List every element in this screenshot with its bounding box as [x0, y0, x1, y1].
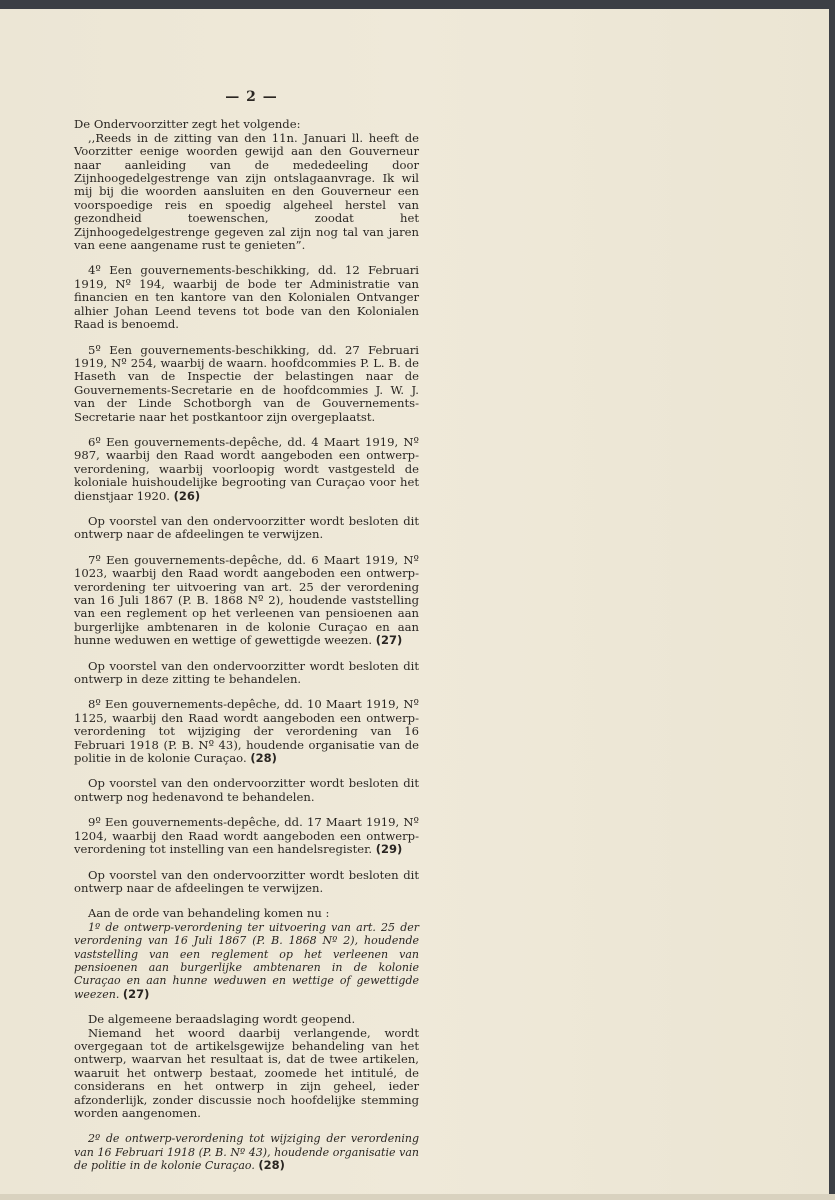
paragraph: ,,Reeds in de zitting van den 11n. Januari ll. heeft de Voorzitter eenige woorden gewijd aan den Gouverneur naar aanleiding van de mededeeling door Zijnhoogedelgestrenge van zijn ontslagaanvrage. Ik wil mij bij die woorden aansluiten en den Gouverneur een voorspoedige reis en spoedig algeheel herstel van gezondheid toewenschen, zoodat het Zijnhoogedelgestrenge gegeven zal zijn nog tal van jaren van eene aangename rust te genieten”. — [74, 130, 419, 253]
reference-number: (29) — [375, 842, 403, 857]
paragraph: 8º Een gouvernements-depêche, dd. 10 Maart 1919, Nº 1125, waarbij den Raad wordt aangeboden een ontwerp-verordening tot wijziging der verordening van 16 Februari 1918 (P. B. Nº 43), houdende organisatie van de politie in de kolonie Curaçao. (28) — [74, 697, 419, 766]
paragraph: 4º Een gouvernements-beschikking, dd. 12 Februari 1919, Nº 194, waarbij de bode ter Administratie van financien en ten kantore van den Kolonialen Ontvanger alhier Johan Leend tevens tot bode van den Kolonialen Raad is benoemd. — [74, 263, 419, 332]
paragraph: Op voorstel van den ondervoorzitter wordt besloten dit ontwerp nog hedenavond te behandelen. — [74, 776, 419, 804]
text-column — [74, 91, 419, 1173]
reference-number: (26) — [173, 488, 201, 503]
paragraph: Op voorstel van den ondervoorzitter wordt besloten dit ontwerp naar de afdeelingen te verwijzen. — [74, 867, 419, 895]
document-page — [0, 9, 829, 1194]
agenda-item: 1º de ontwerp-verordening ter uitvoering van art. 25 der verordening van 16 Juli 1867 (P. B. 1868 Nº 2), houdende vaststelling van een reglement op het verleenen van pensioenen aan burgerlijke ambtenaren in de kolonie Curaçao en aan hunne weduwen en wettige of gewettigde weezen. (27) — [74, 920, 419, 1001]
scan-top-border — [0, 0, 835, 9]
paragraph: 6º Een gouvernements-depêche, dd. 4 Maart 1919, Nº 987, waarbij den Raad wordt aangeboden een ontwerp-verordening, waarbij voorloopig wordt vastgesteld de koloniale huishoudelijke begrooting van Curaçao voor het dienstjaar 1920. (26) — [74, 434, 419, 503]
paragraph: Niemand het woord daarbij verlangende, wordt overgegaan tot de artikelsgewijze behandeling van het ontwerp, waarvan het resultaat is, dat de twee artikelen, waaruit het ontwerp bestaat, zoomede het intitulé, de considerans en het ontwerp in zijn geheel, ieder afzonderlijk, zonder discussie noch hoofdelijke stemming worden aangenomen. — [74, 1025, 419, 1120]
agenda-item: 2º de ontwerp-verordening tot wijziging der verordening van 16 Februari 1918 (P. B. Nº 43), houdende organisatie van de politie in de kolonie Curaçao. (28) — [74, 1132, 419, 1173]
reference-number: (27) — [375, 633, 403, 648]
paragraph: De algemeene beraadslaging wordt geopend. — [88, 1012, 356, 1027]
paragraph: 7º Een gouvernements-depêche, dd. 6 Maart 1919, Nº 1023, waarbij den Raad wordt aangeboden een ontwerp-verordening ter uitvoering van art. 25 der verordening van 16 Juli 1867 (P. B. 1868 Nº 2), houdende vaststelling van een reglement op het verleenen van pensioenen aan burgerlijke ambtenaren in de kolonie Curaçao en aan hunne weduwen en wettige of gewettigde weezen. (27) — [74, 552, 419, 648]
reference-number: (28) — [250, 751, 277, 766]
page-number: — 2 — — [225, 89, 278, 105]
paragraph: Op voorstel van den ondervoorzitter wordt besloten dit ontwerp in deze zitting te behandelen. — [74, 658, 419, 687]
paragraph: 5º Een gouvernements-beschikking, dd. 27 Februari 1919, Nº 254, waarbij de waarn. hoofdcommies P. L. B. de Haseth van de Inspectie der belastingen naar de Gouvernements-Secretarie en de hoofdcommies J. W. J. van der Linde Schotborgh van de Gouvernements-Secretarie naar het postkantoor zijn overgeplaatst. — [74, 342, 419, 424]
scan-bottom-border — [0, 1194, 835, 1200]
reference-number: (28) — [258, 1158, 285, 1173]
paragraph: Op voorstel van den ondervoorzitter wordt besloten dit ontwerp naar de afdeelingen te verwijzen. — [74, 513, 419, 542]
reference-number: (27) — [122, 986, 150, 1001]
scan-right-border — [829, 0, 835, 1200]
paragraph: Aan de orde van behandeling komen nu : — [88, 906, 330, 921]
paragraph: De Ondervoorzitter zegt het volgende: — [74, 117, 301, 132]
paragraph: 9º Een gouvernements-depêche, dd. 17 Maart 1919, Nº 1204, waarbij den Raad wordt aangeboden een ontwerp-verordening tot instelling van een handelsregister. (29) — [74, 815, 419, 857]
